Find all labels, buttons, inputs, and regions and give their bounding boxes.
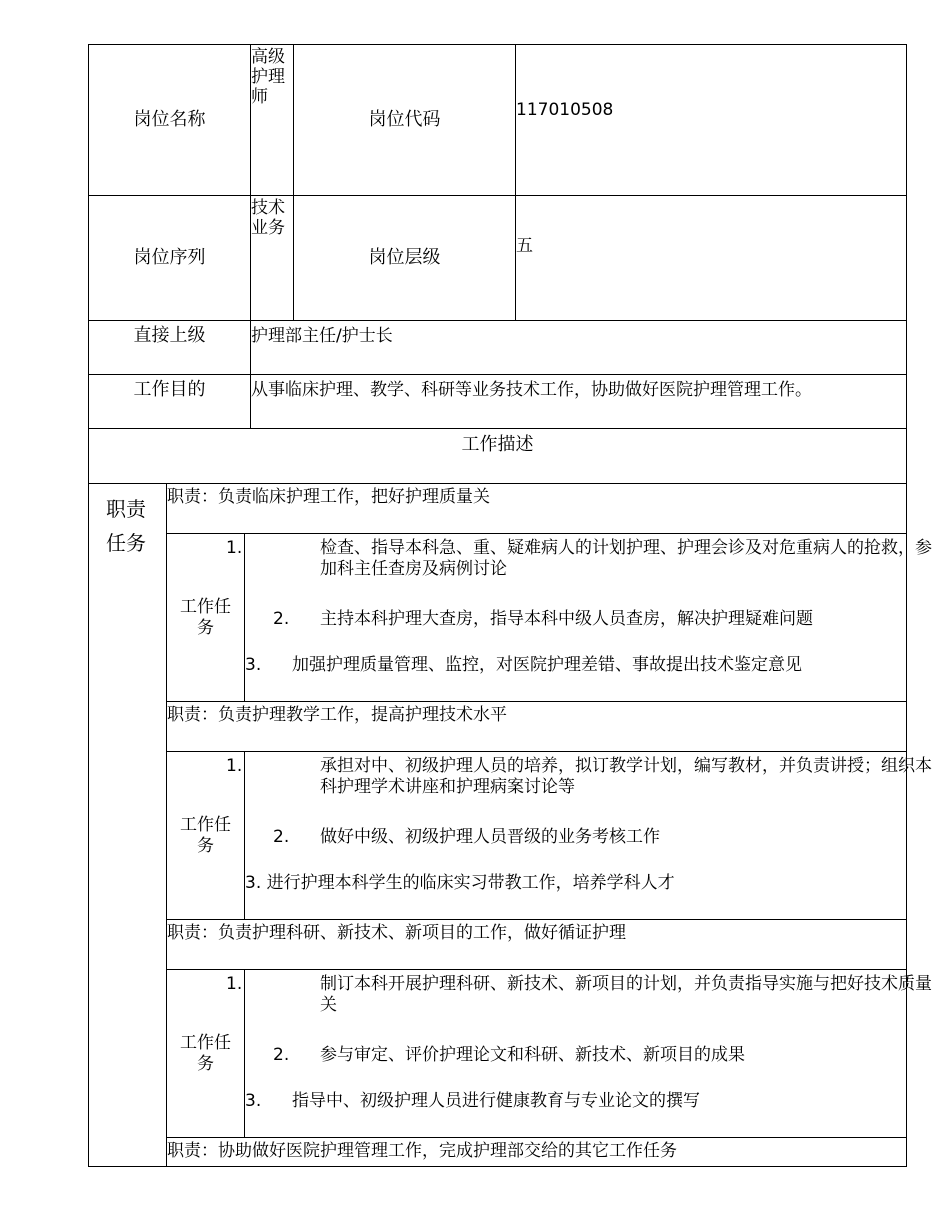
task-3-3: 3. 指导中、初级护理人员进行健康教育与专业论文的撰写 [245, 1091, 700, 1111]
duty-1: 职责：负责临床护理工作，把好护理质量关 [166, 483, 907, 534]
task-label-2: 工作任务 [166, 751, 245, 920]
post-level-label: 岗位层级 [293, 195, 516, 321]
task-3-1: 1. 制订本科开展护理科研、新技术、新项目的计划，并负责指导实施与把好技术质量关 [226, 974, 932, 1015]
task-block-1 [226, 533, 932, 702]
post-name-value: 高级护理师 [250, 44, 294, 196]
task-block-3 [226, 969, 932, 1138]
superior-value: 护理部主任/护士长 [250, 320, 907, 375]
duty-4: 职责：协助做好医院护理管理工作，完成护理部交给的其它工作任务 [166, 1137, 907, 1167]
post-code-value: 117010508 [515, 44, 907, 196]
duty-3: 职责：负责护理科研、新技术、新项目的工作，做好循证护理 [166, 919, 907, 970]
duty-2: 职责：负责护理教学工作，提高护理技术水平 [166, 701, 907, 752]
task-label-1: 工作任务 [166, 533, 245, 702]
task-1-2: 2. 主持本科护理大查房，指导本科中级人员查房，解决护理疑难问题 [273, 609, 813, 629]
purpose-value: 从事临床护理、教学、科研等业务技术工作，协助做好医院护理管理工作。 [250, 374, 907, 429]
duties-label: 职责任务 [88, 483, 167, 1167]
superior-label: 直接上级 [88, 320, 251, 375]
purpose-label: 工作目的 [88, 374, 251, 429]
task-1-1: 1. 检查、指导本科急、重、疑难病人的计划护理、护理会诊及对危重病人的抢救，参加科主任查房及病例讨论 [226, 538, 932, 579]
post-name-label: 岗位名称 [88, 44, 251, 196]
task-3-2: 2. 参与审定、评价护理论文和科研、新技术、新项目的成果 [273, 1045, 745, 1065]
post-level-value: 五 [515, 195, 907, 321]
task-2-2: 2. 做好中级、初级护理人员晋级的业务考核工作 [273, 827, 660, 847]
post-code-label: 岗位代码 [293, 44, 516, 196]
description-title: 工作描述 [88, 428, 907, 484]
post-sequence-value: 技术业务 [250, 195, 294, 321]
task-2-1: 1. 承担对中、初级护理人员的培养，拟订教学计划，编写教材，并负责讲授；组织本科护理学术讲座和护理病案讨论等 [226, 756, 932, 797]
task-block-2 [226, 751, 932, 920]
task-2-3: 3. 进行护理本科学生的临床实习带教工作，培养学科人才 [245, 873, 675, 893]
task-label-3: 工作任务 [166, 969, 245, 1138]
post-sequence-label: 岗位序列 [88, 195, 251, 321]
task-1-3: 3. 加强护理质量管理、监控，对医院护理差错、事故提出技术鉴定意见 [245, 655, 802, 675]
